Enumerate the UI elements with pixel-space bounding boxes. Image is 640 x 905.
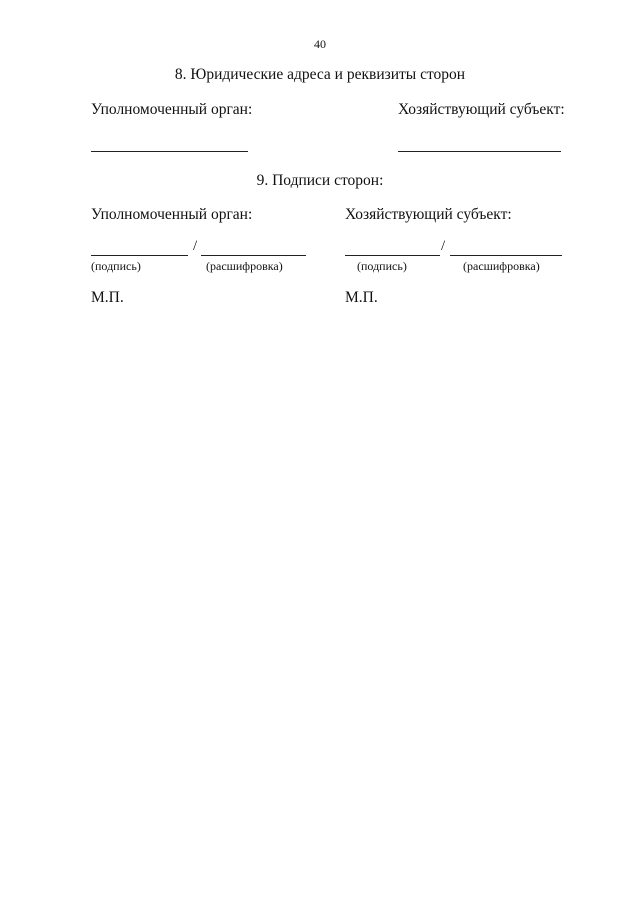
left-decoding-line: [201, 255, 306, 256]
left-seal-label: М.П.: [91, 289, 124, 306]
right-seal-label: М.П.: [345, 289, 378, 306]
section-8-heading: 8. Юридические адреса и реквизиты сторон: [174, 66, 466, 83]
left-separator: /: [193, 238, 198, 254]
page-number: 40: [314, 37, 326, 51]
right-separator: /: [441, 238, 446, 254]
left-signature-line: [91, 255, 188, 256]
right-party-label: Хозяйствующий субъект:: [345, 206, 512, 223]
left-party-label: Уполномоченный орган:: [91, 101, 253, 118]
left-decoding-caption: (расшифровка): [206, 259, 283, 273]
section-9-heading: 9. Подписи сторон:: [256, 172, 384, 189]
right-decoding-line: [450, 255, 562, 256]
right-party-label: Хозяйствующий субъект:: [398, 101, 565, 118]
right-signature-caption: (подпись): [357, 259, 407, 273]
left-signature-caption: (подпись): [91, 259, 141, 273]
right-signature-line: [345, 255, 440, 256]
left-party-label: Уполномоченный орган:: [91, 206, 253, 223]
right-requisites-line: [398, 151, 561, 152]
right-decoding-caption: (расшифровка): [463, 259, 540, 273]
left-requisites-line: [91, 151, 248, 152]
